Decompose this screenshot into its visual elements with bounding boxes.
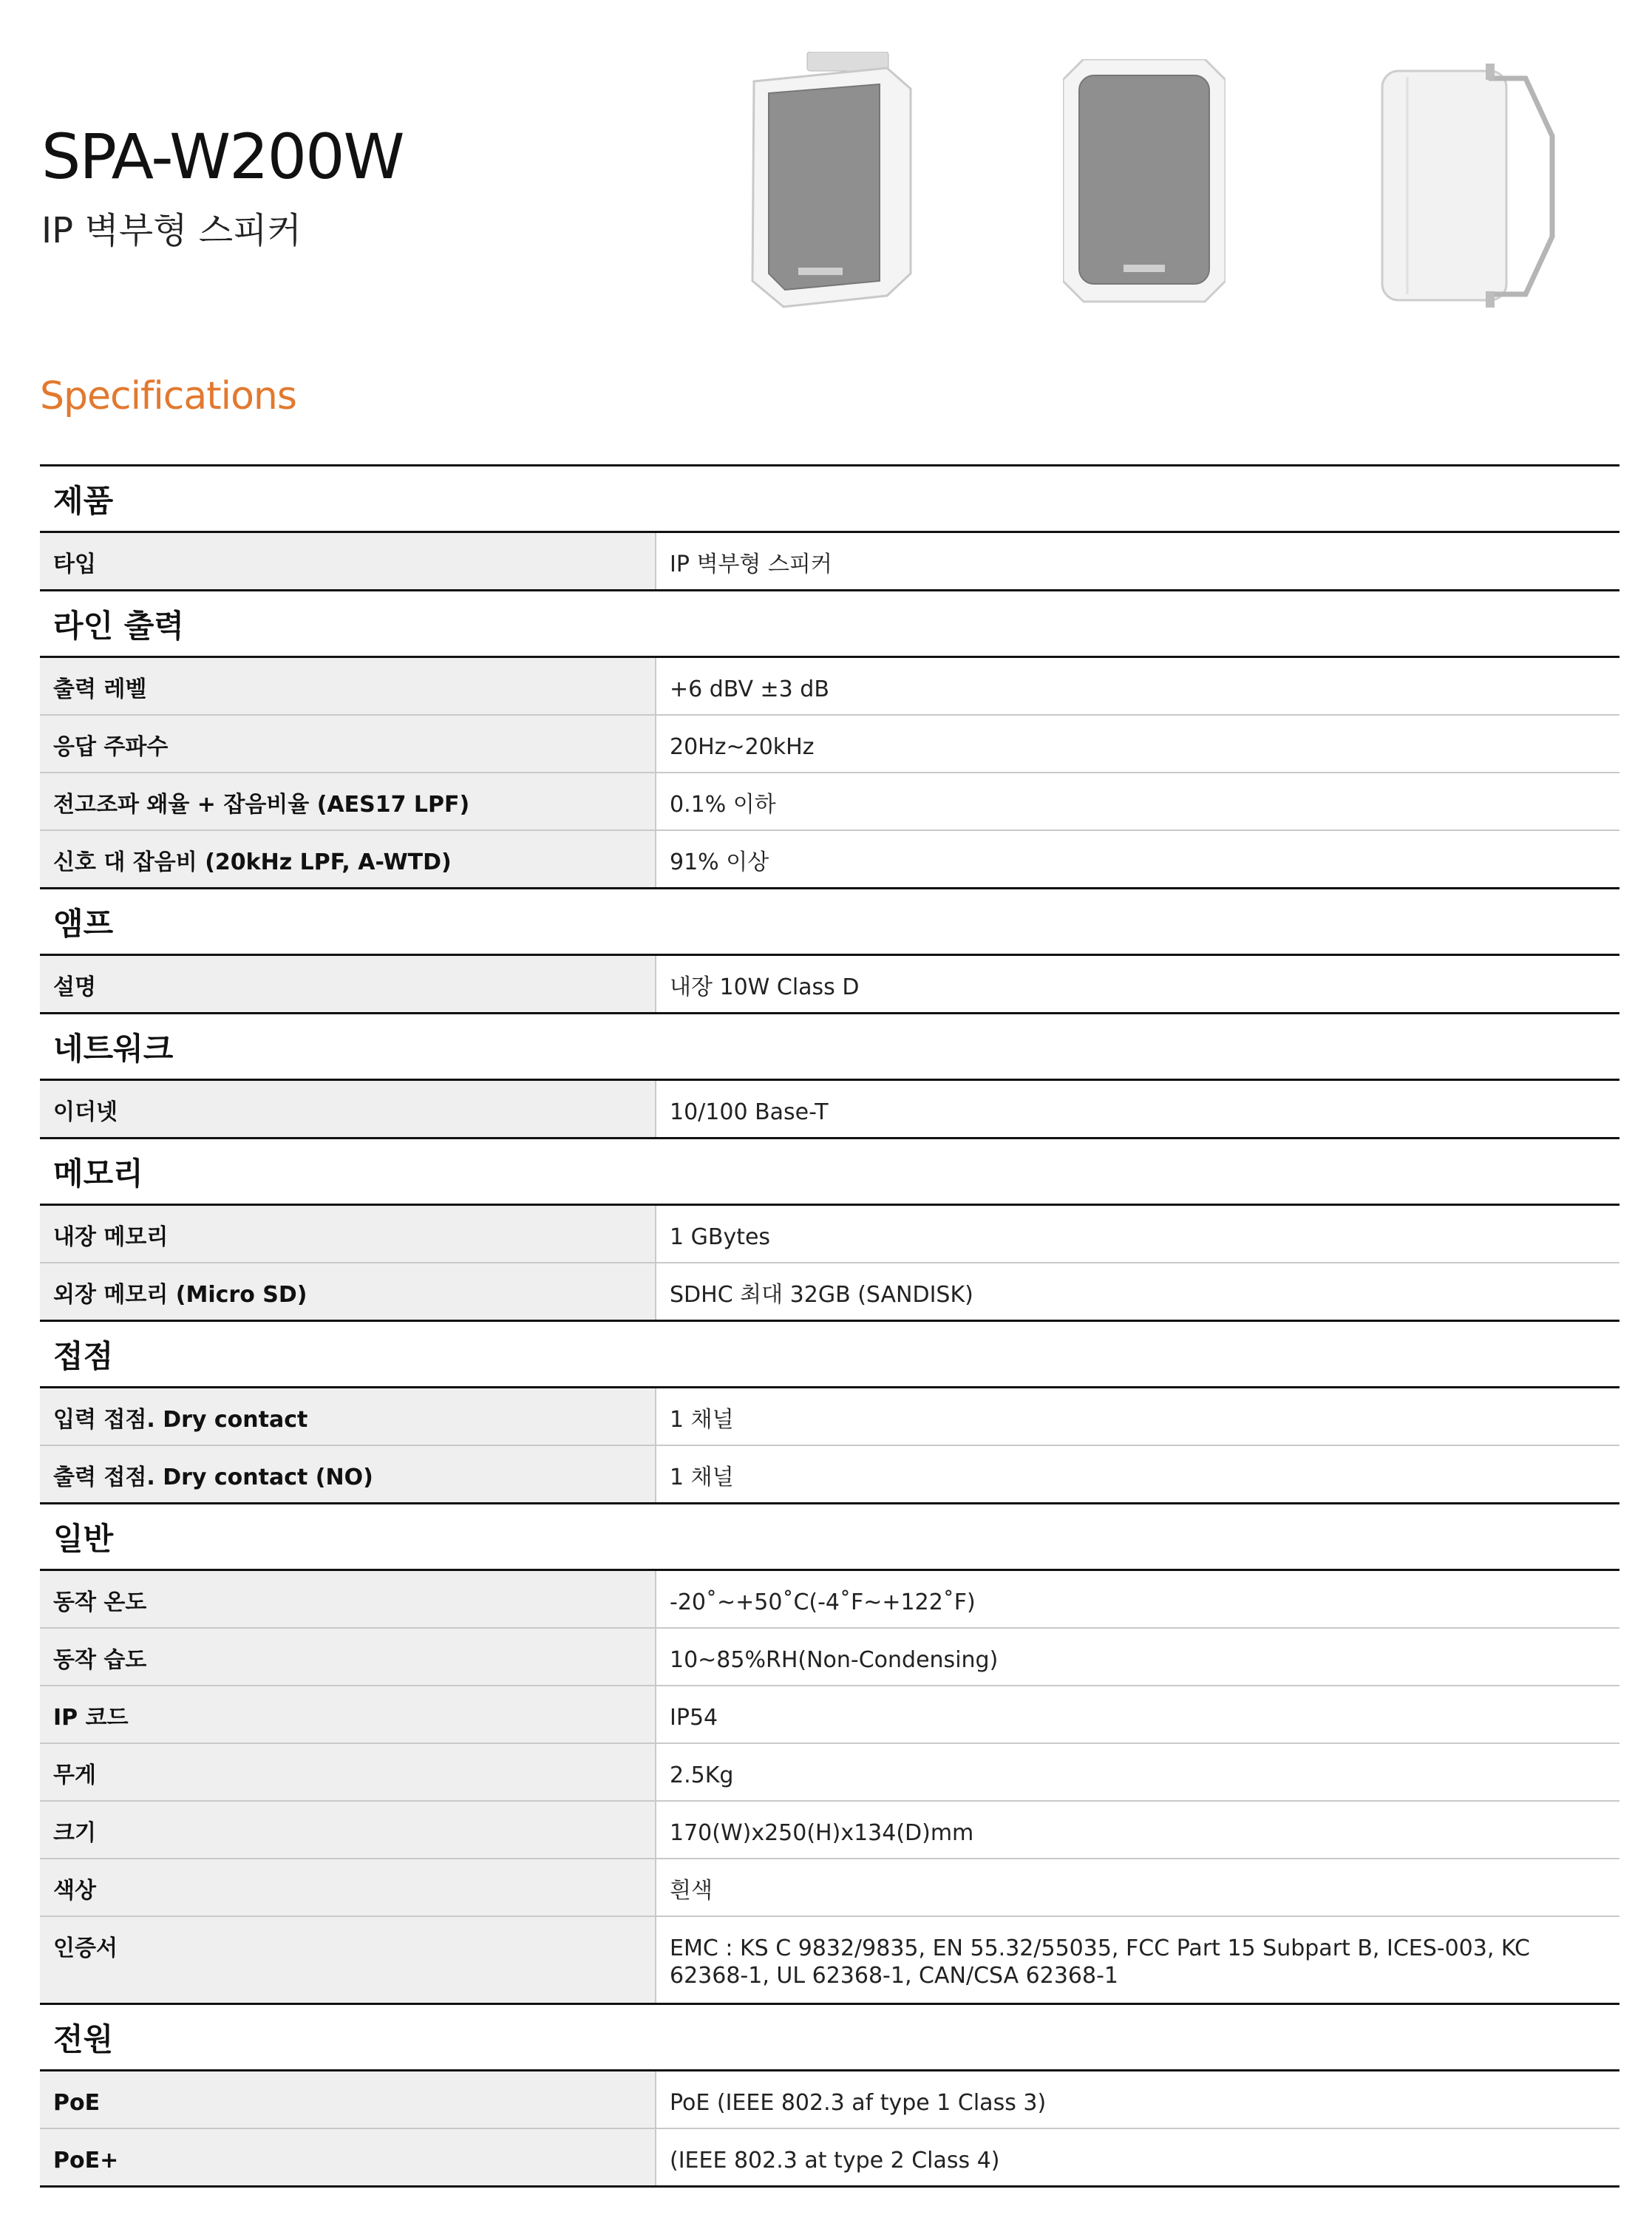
section-header — [40, 1139, 1619, 1205]
table-row — [40, 1686, 1619, 1743]
spec-value: 91% 이상 — [656, 830, 1619, 889]
spec-label: 응답 주파수 — [40, 715, 656, 773]
section-header — [40, 591, 1619, 657]
speaker-image-side — [1378, 59, 1555, 311]
spec-table — [40, 464, 1619, 2188]
section-title: 일반 — [40, 1504, 1619, 1570]
table-row — [40, 1801, 1619, 1859]
spec-label: 무게 — [40, 1743, 656, 1801]
section-title: 앰프 — [40, 889, 1619, 955]
table-row — [40, 1445, 1619, 1504]
table-row — [40, 657, 1619, 716]
spec-label: 크기 — [40, 1801, 656, 1859]
table-row — [40, 1263, 1619, 1321]
section-title: 전원 — [40, 2004, 1619, 2071]
spec-label: 전고조파 왜율 + 잡음비율 (AES17 LPF) — [40, 773, 656, 830]
spec-label: 이더넷 — [40, 1080, 656, 1139]
spec-label: 신호 대 잡음비 (20kHz LPF, A-WTD) — [40, 830, 656, 889]
product-title: SPA-W200W — [41, 121, 404, 193]
spec-label: PoE — [40, 2071, 656, 2129]
speaker-image-angled — [739, 52, 917, 311]
section-header — [40, 889, 1619, 955]
spec-value: 2.5Kg — [656, 1743, 1619, 1801]
spec-value: 1 GBytes — [656, 1205, 1619, 1263]
table-row — [40, 1570, 1619, 1629]
table-row — [40, 1205, 1619, 1263]
spec-value: IP 벽부형 스피커 — [656, 532, 1619, 591]
table-row — [40, 1080, 1619, 1139]
spec-value: 10~85%RH(Non-Condensing) — [656, 1628, 1619, 1686]
section-header — [40, 1504, 1619, 1570]
specifications-heading: Specifications — [40, 374, 296, 418]
spec-value: 20Hz~20kHz — [656, 715, 1619, 773]
table-row — [40, 830, 1619, 889]
spec-value: (IEEE 802.3 at type 2 Class 4) — [656, 2128, 1619, 2187]
spec-value: PoE (IEEE 802.3 af type 1 Class 3) — [656, 2071, 1619, 2129]
spec-value: 흰색 — [656, 1859, 1619, 1916]
spec-label: PoE+ — [40, 2128, 656, 2187]
table-row — [40, 1916, 1619, 2004]
speaker-image-front — [1063, 59, 1226, 303]
spec-value: 1 채널 — [656, 1445, 1619, 1504]
table-row — [40, 1388, 1619, 1446]
spec-label: 입력 접점. Dry contact — [40, 1388, 656, 1446]
spec-value: 10/100 Base-T — [656, 1080, 1619, 1139]
table-row — [40, 1628, 1619, 1686]
spec-label: 인증서 — [40, 1916, 656, 2004]
table-row — [40, 955, 1619, 1014]
table-row — [40, 715, 1619, 773]
section-header — [40, 1321, 1619, 1388]
table-row — [40, 2128, 1619, 2187]
spec-label: 설명 — [40, 955, 656, 1014]
spec-label: 외장 메모리 (Micro SD) — [40, 1263, 656, 1321]
spec-value: IP54 — [656, 1686, 1619, 1743]
spec-value: -20˚~+50˚C(-4˚F~+122˚F) — [656, 1570, 1619, 1629]
table-row — [40, 532, 1619, 591]
spec-value: EMC : KS C 9832/9835, EN 55.32/55035, FCC Part 15 Subpart B, ICES-003, KC 62368-1, UL 62368-1, CAN/CSA 62368-1 — [656, 1916, 1619, 2004]
product-images — [0, 44, 1652, 311]
spec-value: SDHC 최대 32GB (SANDISK) — [656, 1263, 1619, 1321]
section-header — [40, 2004, 1619, 2071]
table-row — [40, 773, 1619, 830]
spec-value: 1 채널 — [656, 1388, 1619, 1446]
spec-value: 0.1% 이하 — [656, 773, 1619, 830]
spec-label: 동작 온도 — [40, 1570, 656, 1629]
spec-label: IP 코드 — [40, 1686, 656, 1743]
section-title: 라인 출력 — [40, 591, 1619, 657]
table-row — [40, 1859, 1619, 1916]
spec-label: 출력 접점. Dry contact (NO) — [40, 1445, 656, 1504]
spec-value: +6 dBV ±3 dB — [656, 657, 1619, 716]
spec-label: 타입 — [40, 532, 656, 591]
section-header — [40, 466, 1619, 532]
section-title: 접점 — [40, 1321, 1619, 1388]
spec-label: 동작 습도 — [40, 1628, 656, 1686]
spec-value: 내장 10W Class D — [656, 955, 1619, 1014]
section-header — [40, 1014, 1619, 1080]
section-title: 제품 — [40, 466, 1619, 532]
spec-label: 출력 레벨 — [40, 657, 656, 716]
product-subtitle: IP 벽부형 스피커 — [41, 210, 302, 251]
table-row — [40, 2071, 1619, 2129]
section-title: 메모리 — [40, 1139, 1619, 1205]
spec-label: 내장 메모리 — [40, 1205, 656, 1263]
spec-label: 색상 — [40, 1859, 656, 1916]
spec-value: 170(W)x250(H)x134(D)mm — [656, 1801, 1619, 1859]
section-title: 네트워크 — [40, 1014, 1619, 1080]
table-row — [40, 1743, 1619, 1801]
